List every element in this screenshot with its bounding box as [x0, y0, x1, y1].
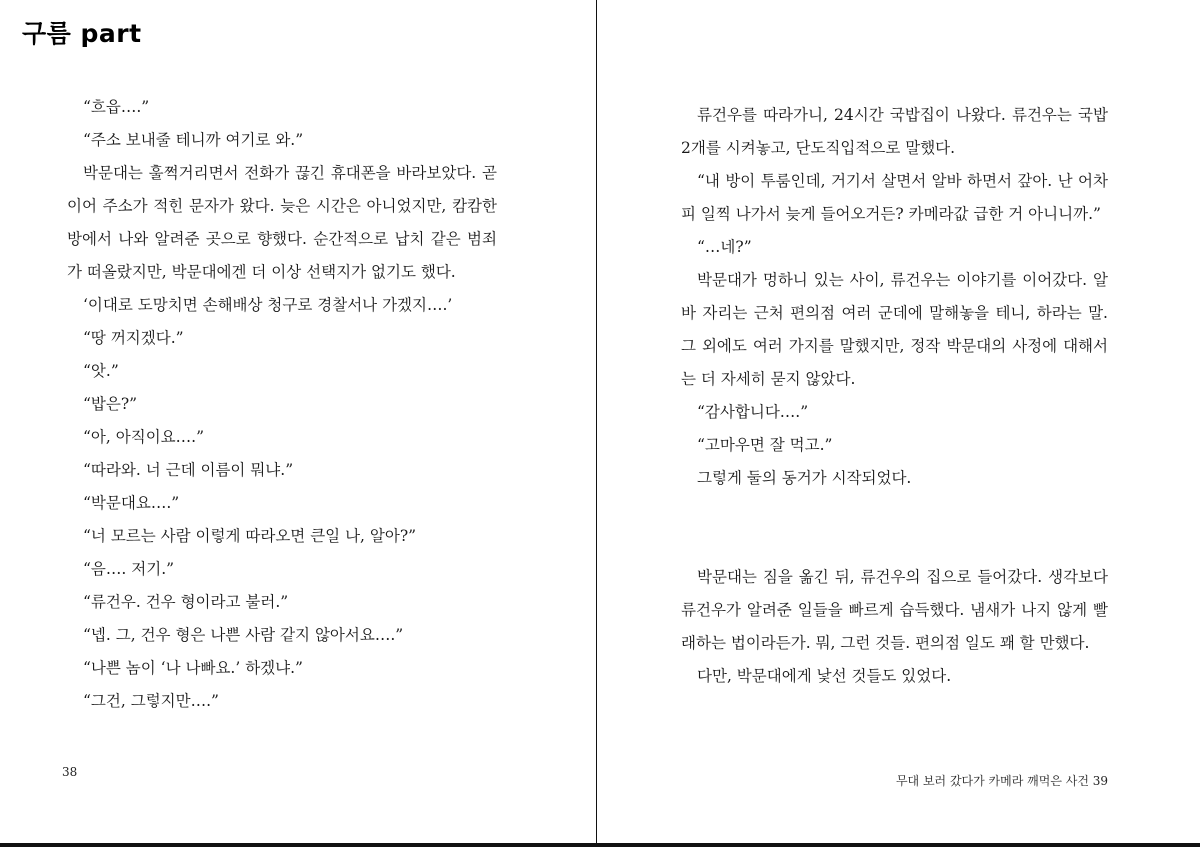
- page-number-left: 38: [62, 765, 78, 779]
- paragraph: “밥은?”: [83, 395, 138, 413]
- paragraph: 다만, 박문대에게 낯선 것들도 있었다.: [697, 667, 952, 685]
- paragraph: “아, 아직이요….”: [83, 428, 204, 446]
- paragraph: “박문대요….”: [83, 494, 180, 512]
- paragraph: “음…. 저기.”: [83, 560, 175, 578]
- paragraph: 그렇게 둘의 동거가 시작되었다.: [697, 469, 912, 487]
- paragraph: “앗.”: [83, 362, 119, 380]
- paragraph: “주소 보내줄 테니까 여기로 와.”: [83, 131, 304, 149]
- paragraph: “내 방이 투룸인데, 거기서 살면서 알바 하면서 갚아. 난 어차피 일찍 나가서 늦게 들어오거든? 카메라값 급한 거 아니니까.”: [681, 172, 1108, 223]
- running-footer-right: 무대 보러 갔다가 카메라 깨먹은 사건 39: [895, 774, 1108, 788]
- paragraph: “나쁜 놈이 ‘나 나빠요.’ 하겠냐.”: [83, 659, 303, 677]
- paragraph: “류건우. 건우 형이라고 불러.”: [83, 593, 289, 611]
- right-page: [597, 0, 1200, 847]
- paragraph: 박문대는 짐을 옮긴 뒤, 류건우의 집으로 들어갔다. 생각보다 류건우가 알려준 일들을 빠르게 습득했다. 냄새가 나지 않게 빨래하는 법이라든가. 뭐, 그런 것들. 편의점 일도 꽤 할 만했다.: [681, 568, 1108, 652]
- paragraph: “감사합니다….”: [697, 403, 809, 421]
- paragraph: 류건우를 따라가니, 24시간 국밥집이 나왔다. 류건우는 국밥 2개를 시켜놓고, 단도직입적으로 말했다.: [681, 106, 1108, 157]
- paragraph: “그건, 그렇지만….”: [83, 692, 219, 710]
- paragraph: “넵. 그, 건우 형은 나쁜 사람 같지 않아서요….”: [83, 626, 404, 644]
- left-page-text: [67, 91, 497, 718]
- paragraph: “고마우면 잘 먹고.”: [697, 436, 833, 454]
- left-page: [0, 0, 597, 847]
- bottom-border: [0, 843, 1200, 847]
- paragraph: “…네?”: [697, 238, 752, 256]
- chapter-header: 구름 part: [22, 19, 142, 48]
- paragraph: 박문대가 멍하니 있는 사이, 류건우는 이야기를 이어갔다. 알바 자리는 근처 편의점 여러 군데에 말해놓을 테니, 하라는 말. 그 외에도 여러 가지를 말했지만, 정작 박문대의 사정에 대해서는 더 자세히 묻지 않았다.: [681, 271, 1108, 388]
- section-break: [681, 495, 1108, 561]
- paragraph: “흐읍….”: [83, 98, 150, 116]
- paragraph: 박문대는 훌쩍거리면서 전화가 끊긴 휴대폰을 바라보았다. 곧이어 주소가 적힌 문자가 왔다. 늦은 시간은 아니었지만, 캄캄한 방에서 나와 알려준 곳으로 향했다. 순간적으로 납치 같은 범죄가 떠올랐지만, 박문대에겐 더 이상 선택지가 없기도 했다.: [67, 164, 497, 281]
- paragraph: “너 모르는 사람 이렇게 따라오면 큰일 나, 알아?”: [83, 527, 417, 545]
- right-page-text: [681, 99, 1108, 693]
- paragraph: “땅 꺼지겠다.”: [83, 329, 184, 347]
- paragraph: ‘이대로 도망치면 손해배상 청구로 경찰서나 가겠지….’: [83, 296, 453, 314]
- paragraph: “따라와. 너 근데 이름이 뭐냐.”: [83, 461, 294, 479]
